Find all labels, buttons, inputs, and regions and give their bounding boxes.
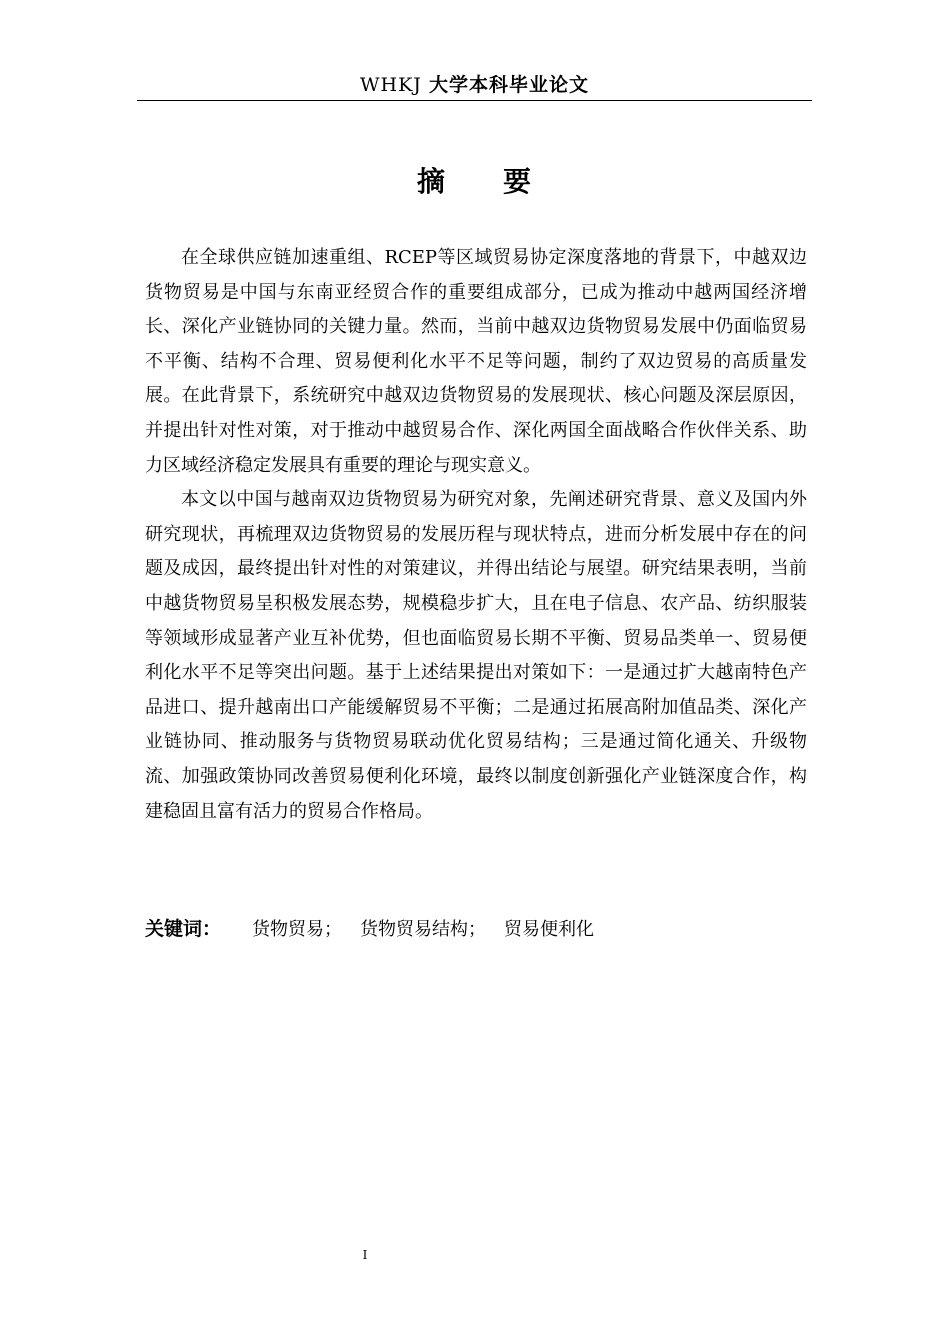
header-rule: [137, 100, 812, 101]
abstract-title-char-2: 要: [503, 165, 534, 198]
keyword-item: 贸易便利化: [504, 919, 594, 940]
header-prefix: WHKJ: [360, 74, 422, 96]
abstract-title: [0, 162, 950, 202]
header-title: 大学本科毕业论文: [428, 74, 589, 96]
abstract-body: [145, 241, 807, 829]
keywords-label: 关键词：: [145, 918, 222, 940]
keyword-item: 货物贸易；: [252, 919, 342, 940]
page-number: I: [362, 1248, 368, 1262]
keyword-item: 货物贸易结构；: [360, 919, 486, 940]
keywords-line: [145, 914, 807, 945]
abstract-paragraph-1: 在全球供应链加速重组、RCEP等区域贸易协定深度落地的背景下，中越双边货物贸易是中国与东南亚经贸合作的重要组成部分，已成为推动中越两国经济增长、深化产业链协同的关键力量。然而，当前中越双边货物贸易发展中仍面临贸易不平衡、结构不合理、贸易便利化水平不足等问题，制约了双边贸易的高质量发展。在此背景下，系统研究中越双边货物贸易的发展现状、核心问题及深层原因，并提出针对性对策，对于推动中越贸易合作、深化两国全面战略合作伙伴关系、助力区域经济稳定发展具有重要的理论与现实意义。: [145, 247, 807, 476]
abstract-title-char-1: 摘: [416, 165, 447, 198]
running-header: [137, 72, 812, 98]
abstract-paragraph-2: 本文以中国与越南双边货物贸易为研究对象，先阐述研究背景、意义及国内外研究现状，再梳理双边货物贸易的发展历程与现状特点，进而分析发展中存在的问题及成因，最终提出针对性的对策建议，并得出结论与展望。研究结果表明，当前中越货物贸易呈积极发展态势，规模稳步扩大，且在电子信息、农产品、纺织服装等领域形成显著产业互补优势，但也面临贸易长期不平衡、贸易品类单一、贸易便利化水平不足等突出问题。基于上述结果提出对策如下：一是通过扩大越南特色产品进口、提升越南出口产能缓解贸易不平衡；二是通过拓展高附加值品类、深化产业链协同、推动服务与货物贸易联动优化贸易结构；三是通过简化通关、升级物流、加强政策协同改善贸易便利化环境，最终以制度创新强化产业链深度合作，构建稳固且富有活力的贸易合作格局。: [145, 489, 807, 822]
